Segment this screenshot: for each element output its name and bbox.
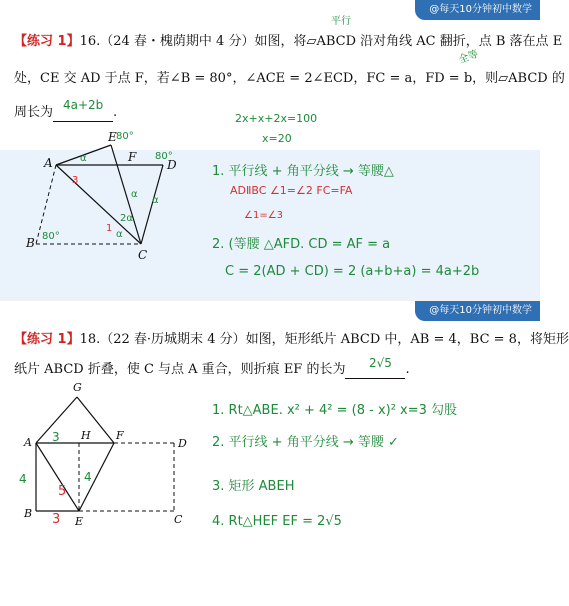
- step-2: 2. 平行线 + 角平分线 → 等腰 ✓: [212, 435, 399, 450]
- step-1: 1. 平行线 + 角平分线 → 等腰△: [212, 164, 394, 179]
- rectangle-fold-figure: [14, 371, 214, 531]
- watermark: @每天10分钟初中数学: [415, 0, 540, 20]
- label-D: D: [178, 437, 187, 450]
- step-1: 1. Rt△ABE. x² + 4² = (8 - x)² x=3 勾股: [212, 403, 458, 418]
- question-line-1: [14, 33, 562, 51]
- parallelogram-figure: [28, 125, 228, 265]
- label-H: H: [81, 429, 91, 442]
- label-A: A: [24, 436, 32, 449]
- question-line-2: 处，CE 交 AD 于点 F，若∠B = 80°，∠ACE = 2∠ECD，FC = a，FD = b，则▱ABCD 的: [14, 71, 565, 86]
- fold-prompt: 纸片 ABCD 折叠，使 C 与点 A 重合，则折痕 EF 的长为: [14, 362, 346, 377]
- label-D: D: [167, 158, 177, 172]
- label-B: B: [24, 507, 33, 520]
- length-AH: 3: [52, 430, 60, 444]
- angle-mark-3: 80°: [42, 231, 60, 242]
- length-AE: 5: [58, 484, 67, 499]
- perimeter-result: C = 2(AD + CD) = 2 (a+b+a) = 4a+2b: [225, 264, 480, 279]
- question-text: 16.（24 春・槐荫期中 4 分）如图，将▱ABCD 沿对角线 AC 翻折，点 B 落在点 E: [79, 34, 563, 49]
- label-A: A: [44, 156, 53, 170]
- alpha-right: α: [152, 195, 159, 206]
- length-AB: 4: [19, 472, 27, 486]
- length-EH: 4: [84, 470, 92, 484]
- step-2: 2. (等腰 △AFD. CD = AF = a: [212, 237, 391, 252]
- answer-handwriting: 4a+2b: [63, 98, 104, 112]
- step-4: 4. Rt△HEF EF = 2√5: [212, 514, 342, 529]
- note-congruent: 全等: [457, 48, 480, 66]
- label-E: E: [108, 130, 117, 144]
- exercise-tag: 【练习 1】: [14, 332, 80, 347]
- label-G: G: [73, 381, 82, 394]
- perimeter-prompt: 周长为: [14, 105, 54, 120]
- step-3: 3. 矩形 ABEH: [212, 479, 295, 494]
- step-1-angle: ∠1=∠3: [244, 210, 284, 221]
- alpha-bottom: α: [116, 229, 123, 240]
- edge-AC: [56, 165, 141, 244]
- exercise-panel-2: [0, 301, 569, 606]
- edge-AE: [36, 443, 79, 511]
- question-text: 18.（22 春·历城期末 4 分）如图，矩形纸片 ABCD 中，AB = 4，BC = 8，将矩形: [79, 332, 569, 347]
- label-C: C: [138, 248, 148, 262]
- length-BE: 3: [52, 512, 61, 527]
- angle-mark-2: 80°: [155, 151, 173, 162]
- work-equation-1: 2x+x+2x=100: [235, 112, 318, 125]
- step-1-detail: ADⅡBC ∠1=∠2 FC=FA: [230, 184, 353, 197]
- exercise-tag: 【练习 1】: [14, 34, 80, 49]
- angle-3-mark: 3: [72, 175, 79, 186]
- angle-1-mark: 1: [106, 223, 113, 234]
- alpha-mid: α: [131, 189, 138, 200]
- label-E: E: [75, 515, 84, 528]
- period: .: [113, 105, 118, 120]
- work-equation-2: x=20: [262, 132, 292, 145]
- period: .: [405, 362, 410, 377]
- question-line-1: [14, 331, 569, 349]
- note-parallel: 平行: [331, 16, 351, 27]
- answer-handwriting: 2√5: [369, 356, 392, 370]
- label-B: B: [26, 236, 35, 250]
- two-alpha: 2α: [120, 213, 133, 224]
- angle-mark-1: 80°: [116, 131, 134, 142]
- exercise-panel-1: [0, 0, 565, 299]
- alpha-top: α: [80, 153, 87, 164]
- label-F: F: [116, 429, 124, 442]
- watermark: @每天10分钟初中数学: [415, 301, 540, 321]
- label-F: F: [128, 150, 137, 164]
- label-C: C: [174, 513, 183, 526]
